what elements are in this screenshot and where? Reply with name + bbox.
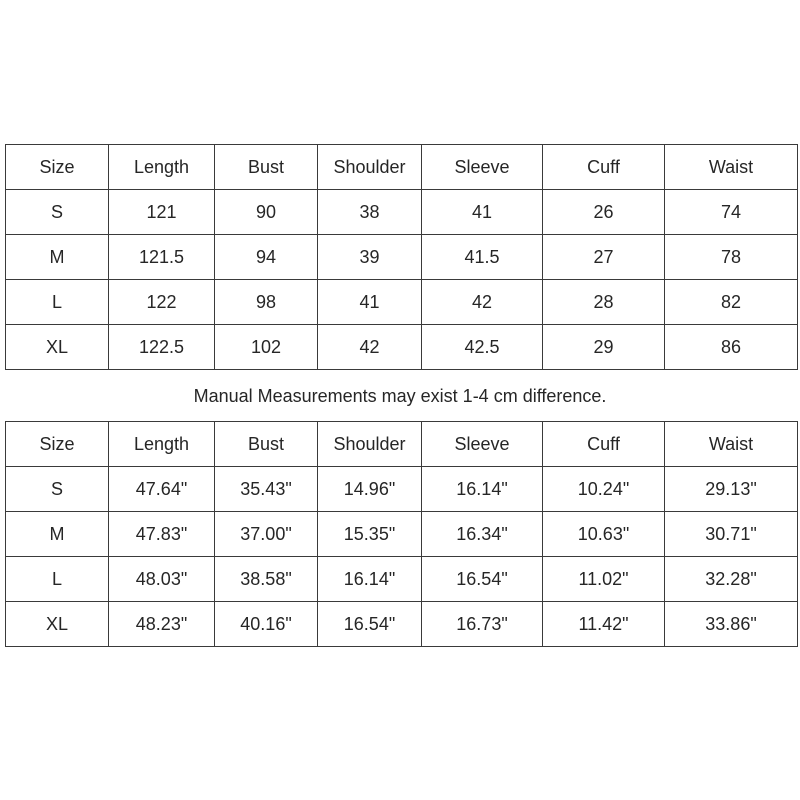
table-cell: XL [6, 602, 109, 647]
table-header-row [6, 145, 798, 190]
table-cell: 26 [543, 190, 665, 235]
table-row [6, 602, 798, 647]
table-cell: 47.83" [109, 512, 215, 557]
table-cell: 102 [215, 325, 318, 370]
table-cell: 10.63" [543, 512, 665, 557]
table-header-row [6, 422, 798, 467]
table-cell: 27 [543, 235, 665, 280]
column-header: Length [109, 145, 215, 190]
table-cell: 48.03" [109, 557, 215, 602]
table-cell: 41 [318, 280, 422, 325]
table-row [6, 325, 798, 370]
table-cell: 16.73" [422, 602, 543, 647]
table-row [6, 280, 798, 325]
table-cell: 16.14" [422, 467, 543, 512]
table-cell: 16.34" [422, 512, 543, 557]
table-row [6, 235, 798, 280]
table-cell: L [6, 280, 109, 325]
table-row [6, 557, 798, 602]
table-cell: 30.71" [665, 512, 798, 557]
column-header: Waist [665, 422, 798, 467]
table-cell: 11.02" [543, 557, 665, 602]
table-row [6, 467, 798, 512]
table-cell: 82 [665, 280, 798, 325]
table-cell: 16.54" [318, 602, 422, 647]
table-cell: 14.96" [318, 467, 422, 512]
table-cell: 16.14" [318, 557, 422, 602]
table-cell: 32.28" [665, 557, 798, 602]
table-cell: 38.58" [215, 557, 318, 602]
table-cell: 121 [109, 190, 215, 235]
table-cell: 122 [109, 280, 215, 325]
table-cell: S [6, 467, 109, 512]
table-cell: 47.64" [109, 467, 215, 512]
column-header: Length [109, 422, 215, 467]
table-cell: 98 [215, 280, 318, 325]
table-cell: S [6, 190, 109, 235]
column-header: Bust [215, 145, 318, 190]
table-cell: 42 [318, 325, 422, 370]
table-cell: 48.23" [109, 602, 215, 647]
table-cell: M [6, 235, 109, 280]
metric-size-table [5, 144, 798, 370]
table-cell: 78 [665, 235, 798, 280]
table-cell: 41 [422, 190, 543, 235]
column-header: Waist [665, 145, 798, 190]
table-cell: 35.43" [215, 467, 318, 512]
column-header: Cuff [543, 422, 665, 467]
imperial-size-table [5, 421, 798, 647]
measurement-note: Manual Measurements may exist 1-4 cm difference. [193, 386, 607, 406]
column-header: Bust [215, 422, 318, 467]
table-cell: 86 [665, 325, 798, 370]
table-row [6, 512, 798, 557]
column-header: Shoulder [318, 145, 422, 190]
column-header: Shoulder [318, 422, 422, 467]
column-header: Sleeve [422, 422, 543, 467]
table-cell: 15.35" [318, 512, 422, 557]
table-cell: 42.5 [422, 325, 543, 370]
table-cell: 74 [665, 190, 798, 235]
table-cell: M [6, 512, 109, 557]
table-cell: 37.00" [215, 512, 318, 557]
column-header: Sleeve [422, 145, 543, 190]
table-cell: 41.5 [422, 235, 543, 280]
table-cell: 39 [318, 235, 422, 280]
table-cell: 94 [215, 235, 318, 280]
table-row [6, 190, 798, 235]
table-cell: 122.5 [109, 325, 215, 370]
table-cell: 33.86" [665, 602, 798, 647]
table-cell: 11.42" [543, 602, 665, 647]
column-header: Size [6, 145, 109, 190]
table-cell: 40.16" [215, 602, 318, 647]
table-cell: L [6, 557, 109, 602]
table-cell: 90 [215, 190, 318, 235]
table-cell: 10.24" [543, 467, 665, 512]
table-cell: 42 [422, 280, 543, 325]
table-cell: XL [6, 325, 109, 370]
table-cell: 28 [543, 280, 665, 325]
table-cell: 38 [318, 190, 422, 235]
table-cell: 121.5 [109, 235, 215, 280]
table-cell: 29 [543, 325, 665, 370]
column-header: Size [6, 422, 109, 467]
table-cell: 29.13" [665, 467, 798, 512]
column-header: Cuff [543, 145, 665, 190]
table-cell: 16.54" [422, 557, 543, 602]
